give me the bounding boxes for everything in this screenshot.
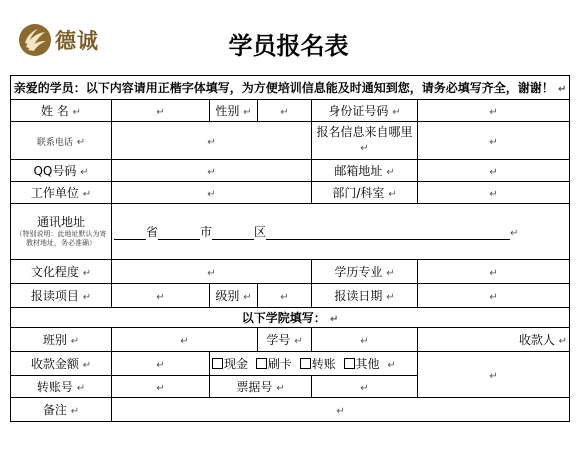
student-number-label: 学号 ↵ xyxy=(258,328,312,352)
address-input[interactable]: 省 市 区 ↵ xyxy=(112,204,570,260)
registration-table xyxy=(10,75,570,422)
transfer-number-label: 转账号 ↵ xyxy=(11,376,112,398)
form-title: 学员报名表 xyxy=(228,32,349,60)
receipt-number-input[interactable]: ↵ xyxy=(312,376,418,398)
department-label: 部门/科室 ↵ xyxy=(312,182,418,204)
gender-label: 性别 ↵ xyxy=(210,100,258,122)
level-label: 级别 ↵ xyxy=(210,284,258,308)
department-input[interactable]: ↵ xyxy=(418,182,570,204)
phone-label: 联系电话 ↵ xyxy=(11,122,112,160)
transfer-number-input[interactable]: ↵ xyxy=(112,376,210,398)
source-input[interactable]: ↵ xyxy=(418,122,570,160)
gender-input[interactable]: ↵ xyxy=(258,100,312,122)
amount-input[interactable]: ↵ xyxy=(112,352,210,376)
student-number-input[interactable]: ↵ xyxy=(312,328,418,352)
education-label: 文化程度 ↵ xyxy=(11,260,112,284)
remark-label: 备注 ↵ xyxy=(11,398,112,422)
checkbox-icon[interactable] xyxy=(344,358,355,369)
email-input[interactable]: ↵ xyxy=(418,160,570,182)
logo-text: 德诚 xyxy=(55,29,99,53)
name-input[interactable]: ↵ xyxy=(112,100,210,122)
qq-label: QQ号码 ↵ xyxy=(11,160,112,182)
payment-option-other[interactable]: 其他 xyxy=(344,357,380,371)
receipt-number-label: 票据号 ↵ xyxy=(210,376,312,398)
remark-input[interactable]: ↵ xyxy=(112,398,570,422)
payment-option-transfer[interactable]: 转账 xyxy=(300,357,336,371)
phone-input[interactable]: ↵ xyxy=(112,122,312,160)
id-number-input[interactable]: ↵ xyxy=(418,100,570,122)
payment-option-card[interactable]: 刷卡 xyxy=(256,357,292,371)
date-label: 报读日期 ↵ xyxy=(312,284,418,308)
source-label: 报名信息来自哪里 ↵ xyxy=(312,122,418,160)
major-input[interactable]: ↵ xyxy=(418,260,570,284)
level-input[interactable]: ↵ xyxy=(258,284,312,308)
major-label: 学历专业 ↵ xyxy=(312,260,418,284)
payment-option-cash[interactable]: 现金 xyxy=(212,357,248,371)
payment-method-options: 现金 刷卡 转账 其他 ↵ xyxy=(210,352,418,376)
email-label: 邮箱地址 ↵ xyxy=(312,160,418,182)
receiver-label: 收款人 ↵ xyxy=(418,328,570,352)
school-section-heading: 以下学院填写： ↵ xyxy=(11,308,570,328)
amount-label: 收款金额 ↵ xyxy=(11,352,112,376)
name-label: 姓 名 ↵ xyxy=(11,100,112,122)
education-input[interactable]: ↵ xyxy=(112,260,312,284)
work-unit-label: 工作单位 ↵ xyxy=(11,182,112,204)
checkbox-icon[interactable] xyxy=(212,358,223,369)
class-input[interactable]: ↵ xyxy=(112,328,258,352)
checkbox-icon[interactable] xyxy=(256,358,267,369)
class-label: 班别 ↵ xyxy=(11,328,112,352)
course-input[interactable]: ↵ xyxy=(112,284,210,308)
receiver-input[interactable]: ↵ xyxy=(418,352,570,398)
id-number-label: 身份证号码 ↵ xyxy=(312,100,418,122)
course-label: 报读项目 ↵ xyxy=(11,284,112,308)
date-input[interactable]: ↵ xyxy=(418,284,570,308)
work-unit-input[interactable]: ↵ xyxy=(112,182,312,204)
notice-text: 亲爱的学员：以下内容请用正楷字体填写，为方便培训信息能及时通知到您，请务必填写齐全，谢谢！ ↵ xyxy=(11,76,570,100)
address-label: 通讯地址 （特别说明：此地址默认为寄教材地址，务必准确） xyxy=(11,204,112,260)
qq-input[interactable]: ↵ xyxy=(112,160,312,182)
checkbox-icon[interactable] xyxy=(300,358,311,369)
